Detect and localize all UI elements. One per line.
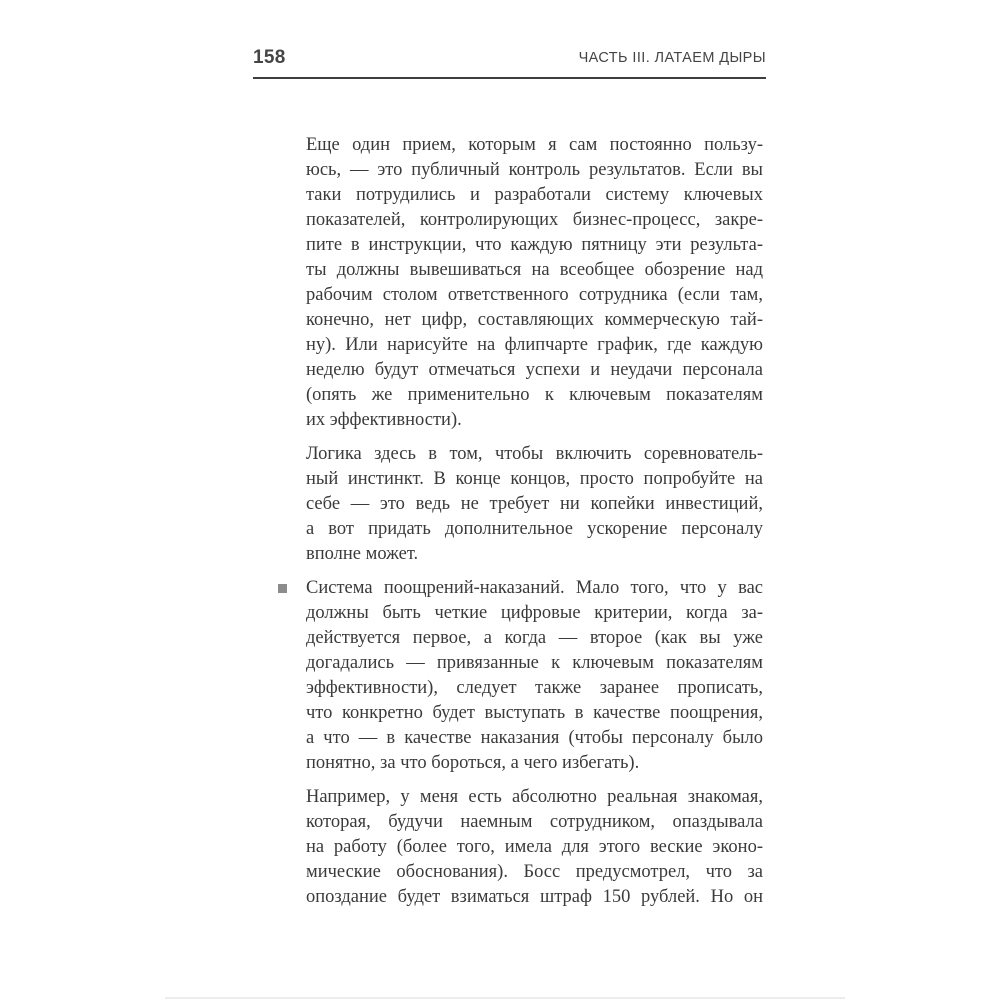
text-line: догадались — привязанные к ключевым показателям [306, 653, 763, 673]
text-line: которая, будучи наемным сотрудником, опаздывала [306, 812, 763, 832]
text-line: таки потрудились и разработали систему ключевых [306, 185, 763, 205]
bullet-paragraph [306, 576, 763, 776]
text-line: Логика здесь в том, чтобы включить соревнователь- [306, 444, 763, 464]
text-line: пите в инструкции, что каждую пятницу эти результа- [306, 235, 763, 255]
text-line: конечно, нет цифр, составляющих коммерческую тай- [306, 310, 763, 330]
square-bullet-icon [278, 584, 287, 593]
text-line: Еще один прием, которым я сам постоянно пользу- [306, 135, 763, 155]
text-line: неделю будут отмечаться успехи и неудачи персонала [306, 360, 763, 380]
text-line: рабочим столом ответственного сотрудника (если там, [306, 285, 763, 305]
text-line: показателей, контролирующих бизнес-процесс, закре- [306, 210, 763, 230]
page-number: 158 [253, 47, 286, 68]
text-line: их эффективности). [306, 410, 462, 430]
text-line: вполне может. [306, 544, 419, 564]
text-line: понятно, за что бороться, а чего избегать). [306, 753, 640, 773]
text-line: юсь, — это публичный контроль результатов. Если вы [306, 160, 763, 180]
text-line: на работу (более того, имела для этого веские эконо- [306, 837, 763, 857]
chapter-title: ЧАСТЬ III. ЛАТАЕМ ДЫРЫ [578, 49, 766, 66]
text-line: действуется первое, а когда — второе (как вы уже [306, 628, 763, 648]
text-line: а что — в качестве наказания (чтобы персоналу было [306, 728, 763, 748]
paragraph-1 [306, 133, 763, 433]
text-line: ты должны вывешиваться на всеобщее обозрение над [306, 260, 763, 280]
text-line: Например, у меня есть абсолютно реальная знакомая, [306, 787, 763, 807]
text-line: себе — это ведь не требует ни копейки инвестиций, [306, 494, 763, 514]
page-header [253, 48, 766, 67]
text-line: ну). Или нарисуйте на флипчарте график, где каждую [306, 335, 763, 355]
paragraph-2 [306, 442, 763, 567]
text-line: что конкретно будет выступать в качестве поощрения, [306, 703, 763, 723]
text-line: (опять же применительно к ключевым показателям [306, 385, 763, 405]
text-line: Система поощрений-наказаний. Мало того, что у вас [306, 578, 763, 598]
text-line: должны быть четкие цифровые критерии, когда за- [306, 603, 763, 623]
text-line: опоздание будет взиматься штраф 150 рублей. Но он [306, 887, 763, 907]
text-line: а вот придать дополнительное ускорение персоналу [306, 519, 763, 539]
page-edge-shadow [165, 997, 845, 999]
text-line: эффективности), следует также заранее прописать, [306, 678, 763, 698]
text-line: мические обоснования). Босс предусмотрел, что за [306, 862, 763, 882]
header-rule [253, 77, 766, 79]
text-line: ный инстинкт. В конце концов, просто попробуйте на [306, 469, 763, 489]
page-body [306, 133, 763, 919]
paragraph-4 [306, 785, 763, 910]
